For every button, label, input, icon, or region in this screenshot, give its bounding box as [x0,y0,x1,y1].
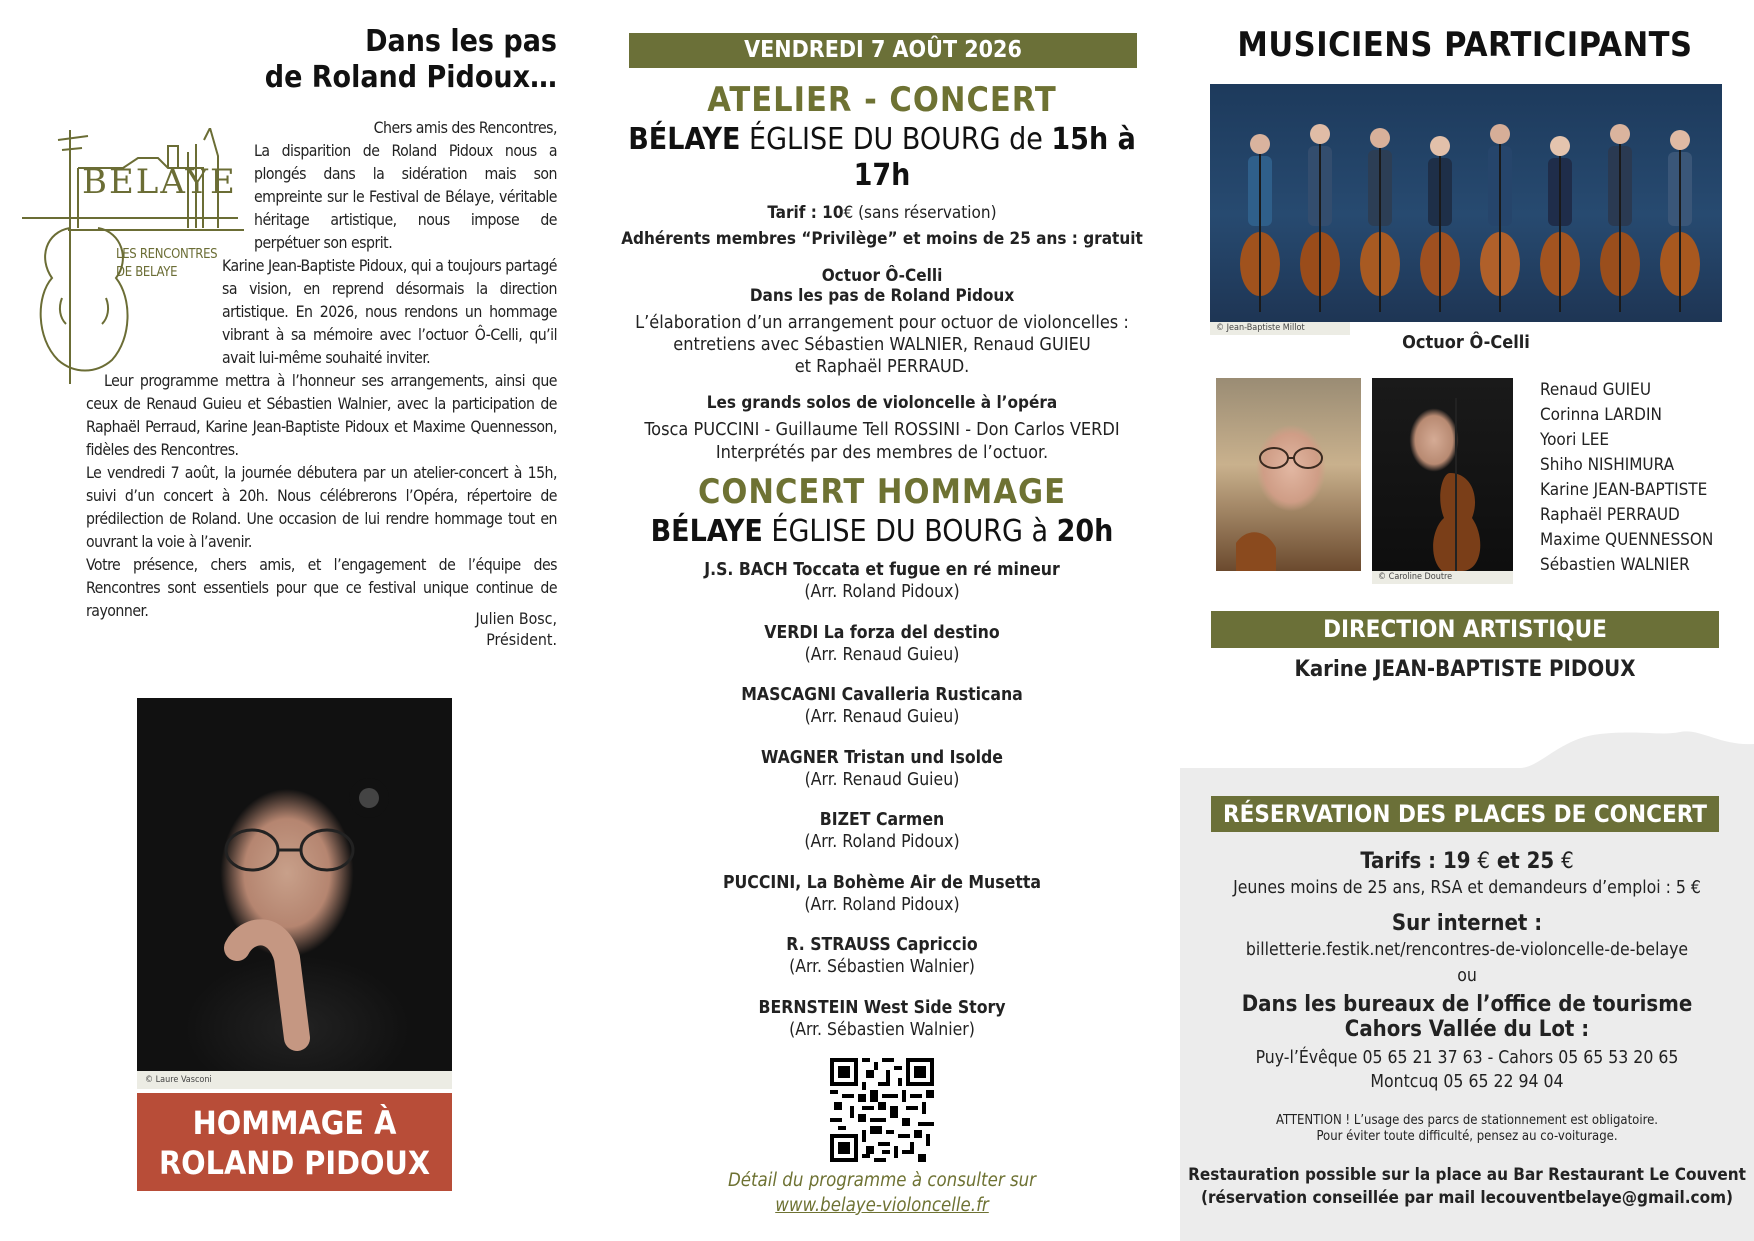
left-title-line1: Dans les pas [365,24,557,59]
resto-line1: Restauration possible sur la place au Bar Restaurant Le Couvent [1188,1165,1746,1185]
program-item [620,684,1144,747]
program-title: VERDI La forza del destino [764,622,1000,643]
block1-text1: L’élaboration d’un arrangement pour octuor de violoncelles : [635,312,1129,333]
attention-line1: ATTENTION ! L’usage des parcs de stationnement est obligatoire. [1275,1113,1659,1128]
program-item [620,747,1144,810]
restaurant-notice [1180,1164,1754,1210]
logo-word: BELAYE [82,162,237,202]
atelier-members: Adhérents membres “Privilège” et moins de 25 ans : gratuit [621,229,1143,249]
program-title: PUCCINI, La Bohème Air de Musetta [722,872,1042,893]
atelier-time: 15h à 17h [853,122,1136,193]
portrait-sketch [137,698,452,1071]
block1-title2: Dans les pas de Roland Pidoux [749,286,1015,306]
cello-sketch [1372,378,1513,571]
atelier-place-town: BÉLAYE [628,122,741,157]
attention-line2: Pour éviter toute difficulté, pensez au co-voiturage. [1316,1129,1618,1144]
portrait-woman [1216,378,1361,571]
musician-name: Maxime QUENNESSON [1540,530,1714,550]
program-item [620,934,1144,997]
ticket-url[interactable]: billetterie.festik.net/rencontres-de-violoncelle-de-belaye [1245,940,1689,960]
concert-time-pre: à [1031,514,1049,549]
hommage-line1: HOMMAGE À [192,1104,397,1142]
concert-heading: CONCERT HOMMAGE [697,472,1067,512]
program-arranger: (Arr. Roland Pidoux) [804,832,960,852]
musician-name: Yoori LEE [1540,430,1610,450]
atelier-place-venue: ÉGLISE DU BOURG [749,122,1001,157]
reservation-band: RÉSERVATION DES PLACES DE CONCERT [1211,796,1719,832]
atelier-place [620,122,1144,194]
program-title: BIZET Carmen [819,810,945,830]
block1-text3: et Raphaël PERRAUD. [794,356,970,377]
atelier-tarif-note: (sans réservation) [858,203,997,223]
program-arranger: (Arr. Roland Pidoux) [804,894,960,915]
program-item [620,997,1144,1060]
block1-text2: entretiens avec Sébastien WALNIER, Renaud GUIEU [673,334,1091,355]
left-title [230,24,557,96]
photo-credit: © Laure Vasconi [137,1071,452,1089]
concert-place-town: BÉLAYE [650,514,763,549]
atelier-block2-text [620,418,1144,464]
office-line2: Cahors Vallée du Lot : [1344,1017,1590,1042]
program-arranger: (Arr. Sébastien Walnier) [789,957,975,977]
letter-paragraph: Le vendredi 7 août, la journée débutera par un atelier-concert à 15h, suivi d’un concert à 20h. Nous célébrerons l’Opéra, répertoire de prédilection de Roland. Une occasion de lui rendre hommage tout en ouvrant la voie à l’avenir. [86,463,557,551]
letter-paragraph: Leur programme mettra à l’honneur ses arrangements, ainsi que ceux de Renaud Guieu et Sébastien Walnier, avec la participation de Raphaël Perraud, Karine Jean-Baptiste Pidoux et Maxime Quennesson, fidèles des Rencontres. [86,371,557,459]
reservation-wave [1180,728,1754,772]
program-item [620,559,1144,622]
atelier-time-pre: de [1009,122,1043,157]
block1-title1: Octuor Ô-Celli [821,266,943,286]
program-item [620,622,1144,685]
block2-text1: Tosca PUCCINI - Guillaume Tell ROSSINI - Don Carlos VERDI [644,419,1120,440]
musician-name: Shiho NISHIMURA [1540,455,1675,475]
reservation-tarifs [1180,848,1754,900]
program-arranger: (Arr. Roland Pidoux) [804,582,960,602]
tarifs-label: Tarifs : 19 [1360,849,1471,874]
hommage-banner [137,1093,452,1191]
phones-line1: Puy-l’Évêque 05 65 21 37 63 - Cahors 05 65 53 20 65 [1255,1048,1679,1068]
letter-greeting: Chers amis des Rencontres, [373,118,557,137]
atelier-tarif-currency: € [843,203,854,223]
group-label: Octuor Ô-Celli [1402,332,1530,353]
program-arranger: (Arr. Renaud Guieu) [804,644,960,665]
tarifs-line [1180,848,1754,876]
atelier-tarif [620,202,1144,224]
atelier-block1-title [620,266,1144,306]
reservation-internet [1180,910,1754,988]
internet-label: Sur internet : [1391,911,1543,936]
octuor-group-photo [1210,84,1722,322]
letter-paragraph: Karine Jean-Baptiste Pidoux, qui a toujours partagé sa vision, en reprend désormais la direction artistique. En 2026, nous rendons un hommage vibrant à sa mémoire avec l’octuor Ô-Celli, qu’il avait lui-même souhaité inviter. [222,256,557,367]
atelier-block1-text [620,312,1144,378]
portrait-credit: © Caroline Doutre [1372,571,1513,584]
musicians-title: MUSICIENS PARTICIPANTS [1237,25,1693,65]
signature-role: Président. [486,630,557,649]
letter-signature [380,608,557,650]
program-arranger: (Arr. Renaud Guieu) [804,769,960,790]
glasses-sketch [1216,378,1361,571]
block2-text2: Interprétés par des membres de l’octuor. [715,442,1049,463]
tarifs-and: et 25 [1496,849,1555,874]
program-arranger: (Arr. Renaud Guieu) [804,707,960,727]
concert-program [620,559,1144,1059]
musician-name: Raphaël PERRAUD [1540,505,1680,525]
musician-name: Renaud GUIEU [1540,380,1652,400]
program-footer [620,1168,1144,1218]
atelier-tarif-label: Tarif : 10 [767,203,844,223]
tarifs-euro2: € [1561,849,1574,874]
event-date-band: VENDREDI 7 AOÛT 2026 [629,33,1137,68]
reduced-tarif: Jeunes moins de 25 ans, RSA et demandeurs d’emploi : 5 € [1233,878,1701,898]
parking-notice [1180,1113,1754,1145]
reservation-office [1180,992,1754,1094]
atelier-heading: ATELIER - CONCERT [707,80,1057,120]
letter-paragraph: Votre présence, chers amis, et l’engagement de l’équipe des Rencontres sont essentiels pour que ce festival unique continue de rayonner. [86,555,557,620]
musicians-list [1540,378,1740,578]
program-item [620,872,1144,935]
direction-name: Karine JEAN-BAPTISTE PIDOUX [1294,657,1636,682]
program-item [620,809,1144,872]
tarifs-euro1: € [1477,849,1490,874]
atelier-block2-title: Les grands solos de violoncelle à l’opéra [706,393,1058,413]
program-title: J.S. BACH Toccata et fugue en ré mineur [704,560,1060,580]
letter-paragraph: La disparition de Roland Pidoux nous a plongés dans la sidération mais son empreinte sur le Festival de Bélaye, véritable héritage artistique, nous impose de perpétuer son esprit. [254,141,557,252]
atelier-section [620,80,1144,464]
logo-caption-line1: LES RENCONTRES [116,247,218,262]
concert-place [620,514,1144,550]
or-text: ou [1457,966,1477,986]
left-title-line2: de Roland Pidoux… [264,60,557,95]
office-line1: Dans les bureaux de l’office de tourisme [1241,992,1693,1017]
signature-name: Julien Bosc, [475,609,557,628]
concert-section [620,472,1144,550]
musician-name: Karine JEAN-BAPTISTE [1540,480,1708,500]
footer-text: Détail du programme à consulter sur [727,1170,1037,1191]
program-arranger: (Arr. Sébastien Walnier) [789,1019,975,1040]
portrait-man [1372,378,1513,571]
president-letter [86,116,557,622]
group-photo-credit: © Jean-Baptiste Millot [1210,322,1350,335]
musician-name: Corinna LARDIN [1540,405,1662,425]
musician-name: Sébastien WALNIER [1540,555,1690,575]
program-title: R. STRAUSS Capriccio [786,935,978,955]
phones-line2: Montcuq 05 65 22 94 04 [1370,1072,1564,1092]
cellists-illustration [1210,84,1722,322]
direction-band: DIRECTION ARTISTIQUE [1211,611,1719,648]
program-title: MASCAGNI Cavalleria Rusticana [741,685,1023,705]
resto-line2: (réservation conseillée par mail lecouventbelaye@gmail.com) [1200,1188,1734,1208]
logo-caption-line2: DE BELAYE [116,265,178,280]
roland-pidoux-photo [137,698,452,1071]
program-title: WAGNER Tristan und Isolde [761,747,1003,768]
website-link[interactable]: www.belaye-violoncelle.fr [775,1195,989,1216]
concert-time: 20h [1056,514,1114,549]
hommage-line2: ROLAND PIDOUX [158,1144,431,1182]
program-title: BERNSTEIN West Side Story [758,997,1006,1018]
qr-code[interactable] [830,1058,934,1162]
concert-place-venue: ÉGLISE DU BOURG [771,514,1023,549]
